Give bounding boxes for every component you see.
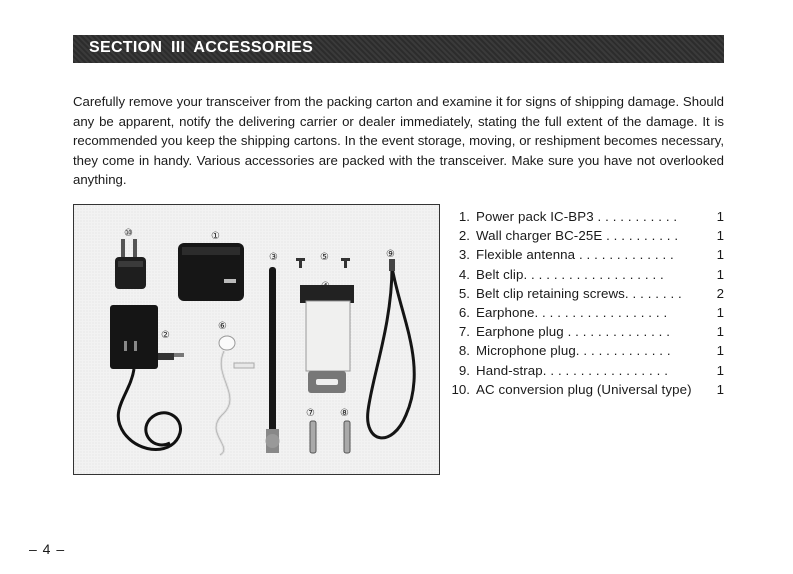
item-number: 9. — [458, 362, 470, 378]
list-item — [448, 361, 730, 380]
item-number: 3. — [458, 247, 470, 263]
list-item — [448, 245, 730, 264]
list-item — [448, 284, 730, 303]
microphone-plug — [344, 421, 350, 453]
item-number: 7. — [458, 324, 470, 340]
item-number: 10. — [451, 381, 470, 397]
callout-9: ⑨ — [386, 249, 395, 260]
page-number: – 4 – — [29, 541, 66, 557]
item-quantity: 1 — [716, 381, 724, 397]
list-item — [448, 303, 730, 322]
belt-clip — [300, 285, 354, 393]
item-text: Belt clip retaining screws. . . . . . . . — [476, 285, 682, 301]
callout-8: ⑧ — [340, 408, 349, 419]
item-quantity: 1 — [716, 228, 724, 244]
item-number: 1. — [458, 209, 470, 224]
section-title: SECTION III ACCESSORIES — [89, 39, 314, 56]
item-text: Earphone plug . . . . . . . . . . . . . . — [476, 324, 671, 340]
item-quantity: 1 — [716, 324, 724, 340]
item-quantity: 1 — [716, 266, 724, 282]
list-item — [448, 265, 730, 284]
item-quantity: 1 — [716, 343, 724, 359]
item-text: Hand-strap. . . . . . . . . . . . . . . . . — [476, 362, 668, 378]
item-number: 4. — [458, 266, 470, 282]
callout-4: ④ — [321, 281, 330, 292]
earphone-plug — [310, 421, 316, 453]
accessories-illustration — [74, 205, 440, 475]
item-number: 5. — [458, 285, 470, 301]
list-item — [448, 380, 730, 399]
accessories-list — [448, 207, 730, 399]
callout-1: ① — [211, 231, 220, 242]
list-item — [448, 322, 730, 341]
callout-3: ③ — [269, 252, 278, 263]
item-quantity: 1 — [716, 304, 724, 320]
callout-5: ⑤ — [320, 252, 329, 263]
item-text: Microphone plug. . . . . . . . . . . . . — [476, 343, 671, 359]
list-item — [448, 226, 730, 245]
list-item — [448, 207, 730, 226]
item-quantity: 1 — [716, 362, 724, 378]
item-text: Flexible antenna . . . . . . . . . . . . . — [476, 247, 674, 263]
item-quantity: 1 — [716, 247, 724, 263]
callout-6: ⑥ — [218, 321, 227, 332]
item-number: 2. — [458, 228, 470, 244]
item-text: Belt clip. . . . . . . . . . . . . . . . . . . — [476, 266, 664, 282]
item-text: Power pack IC-BP3 . . . . . . . . . . . — [476, 209, 678, 224]
callout-10: ⑩ — [124, 228, 133, 239]
item-text: Wall charger BC-25E . . . . . . . . . . — [476, 228, 679, 244]
power-pack — [178, 243, 244, 301]
callout-7: ⑦ — [306, 408, 315, 419]
item-text: Earphone. . . . . . . . . . . . . . . . . . — [476, 304, 668, 320]
intro-paragraph: Carefully remove your transceiver from the packing carton and examine it for signs of shipping damage. Should any be apparent, notify the delivering carrier or dealer immediately, stating the full extent of the damage. It is recommended you keep the shipping cartons. In the event storage, moving, or reshipment becomes necessary, they come in handy. Various accessories are packed with the transceiver. Make sure you have not overlooked anything. — [73, 94, 724, 188]
item-number: 8. — [458, 343, 470, 359]
item-quantity: 1 — [716, 209, 724, 224]
section-header — [73, 35, 724, 63]
accessories-photo — [73, 204, 440, 475]
list-item — [448, 341, 730, 360]
item-text: AC conversion plug (Universal type) — [476, 381, 692, 397]
callout-2: ② — [161, 330, 170, 341]
item-number: 6. — [458, 304, 470, 320]
item-quantity: 2 — [716, 285, 724, 301]
